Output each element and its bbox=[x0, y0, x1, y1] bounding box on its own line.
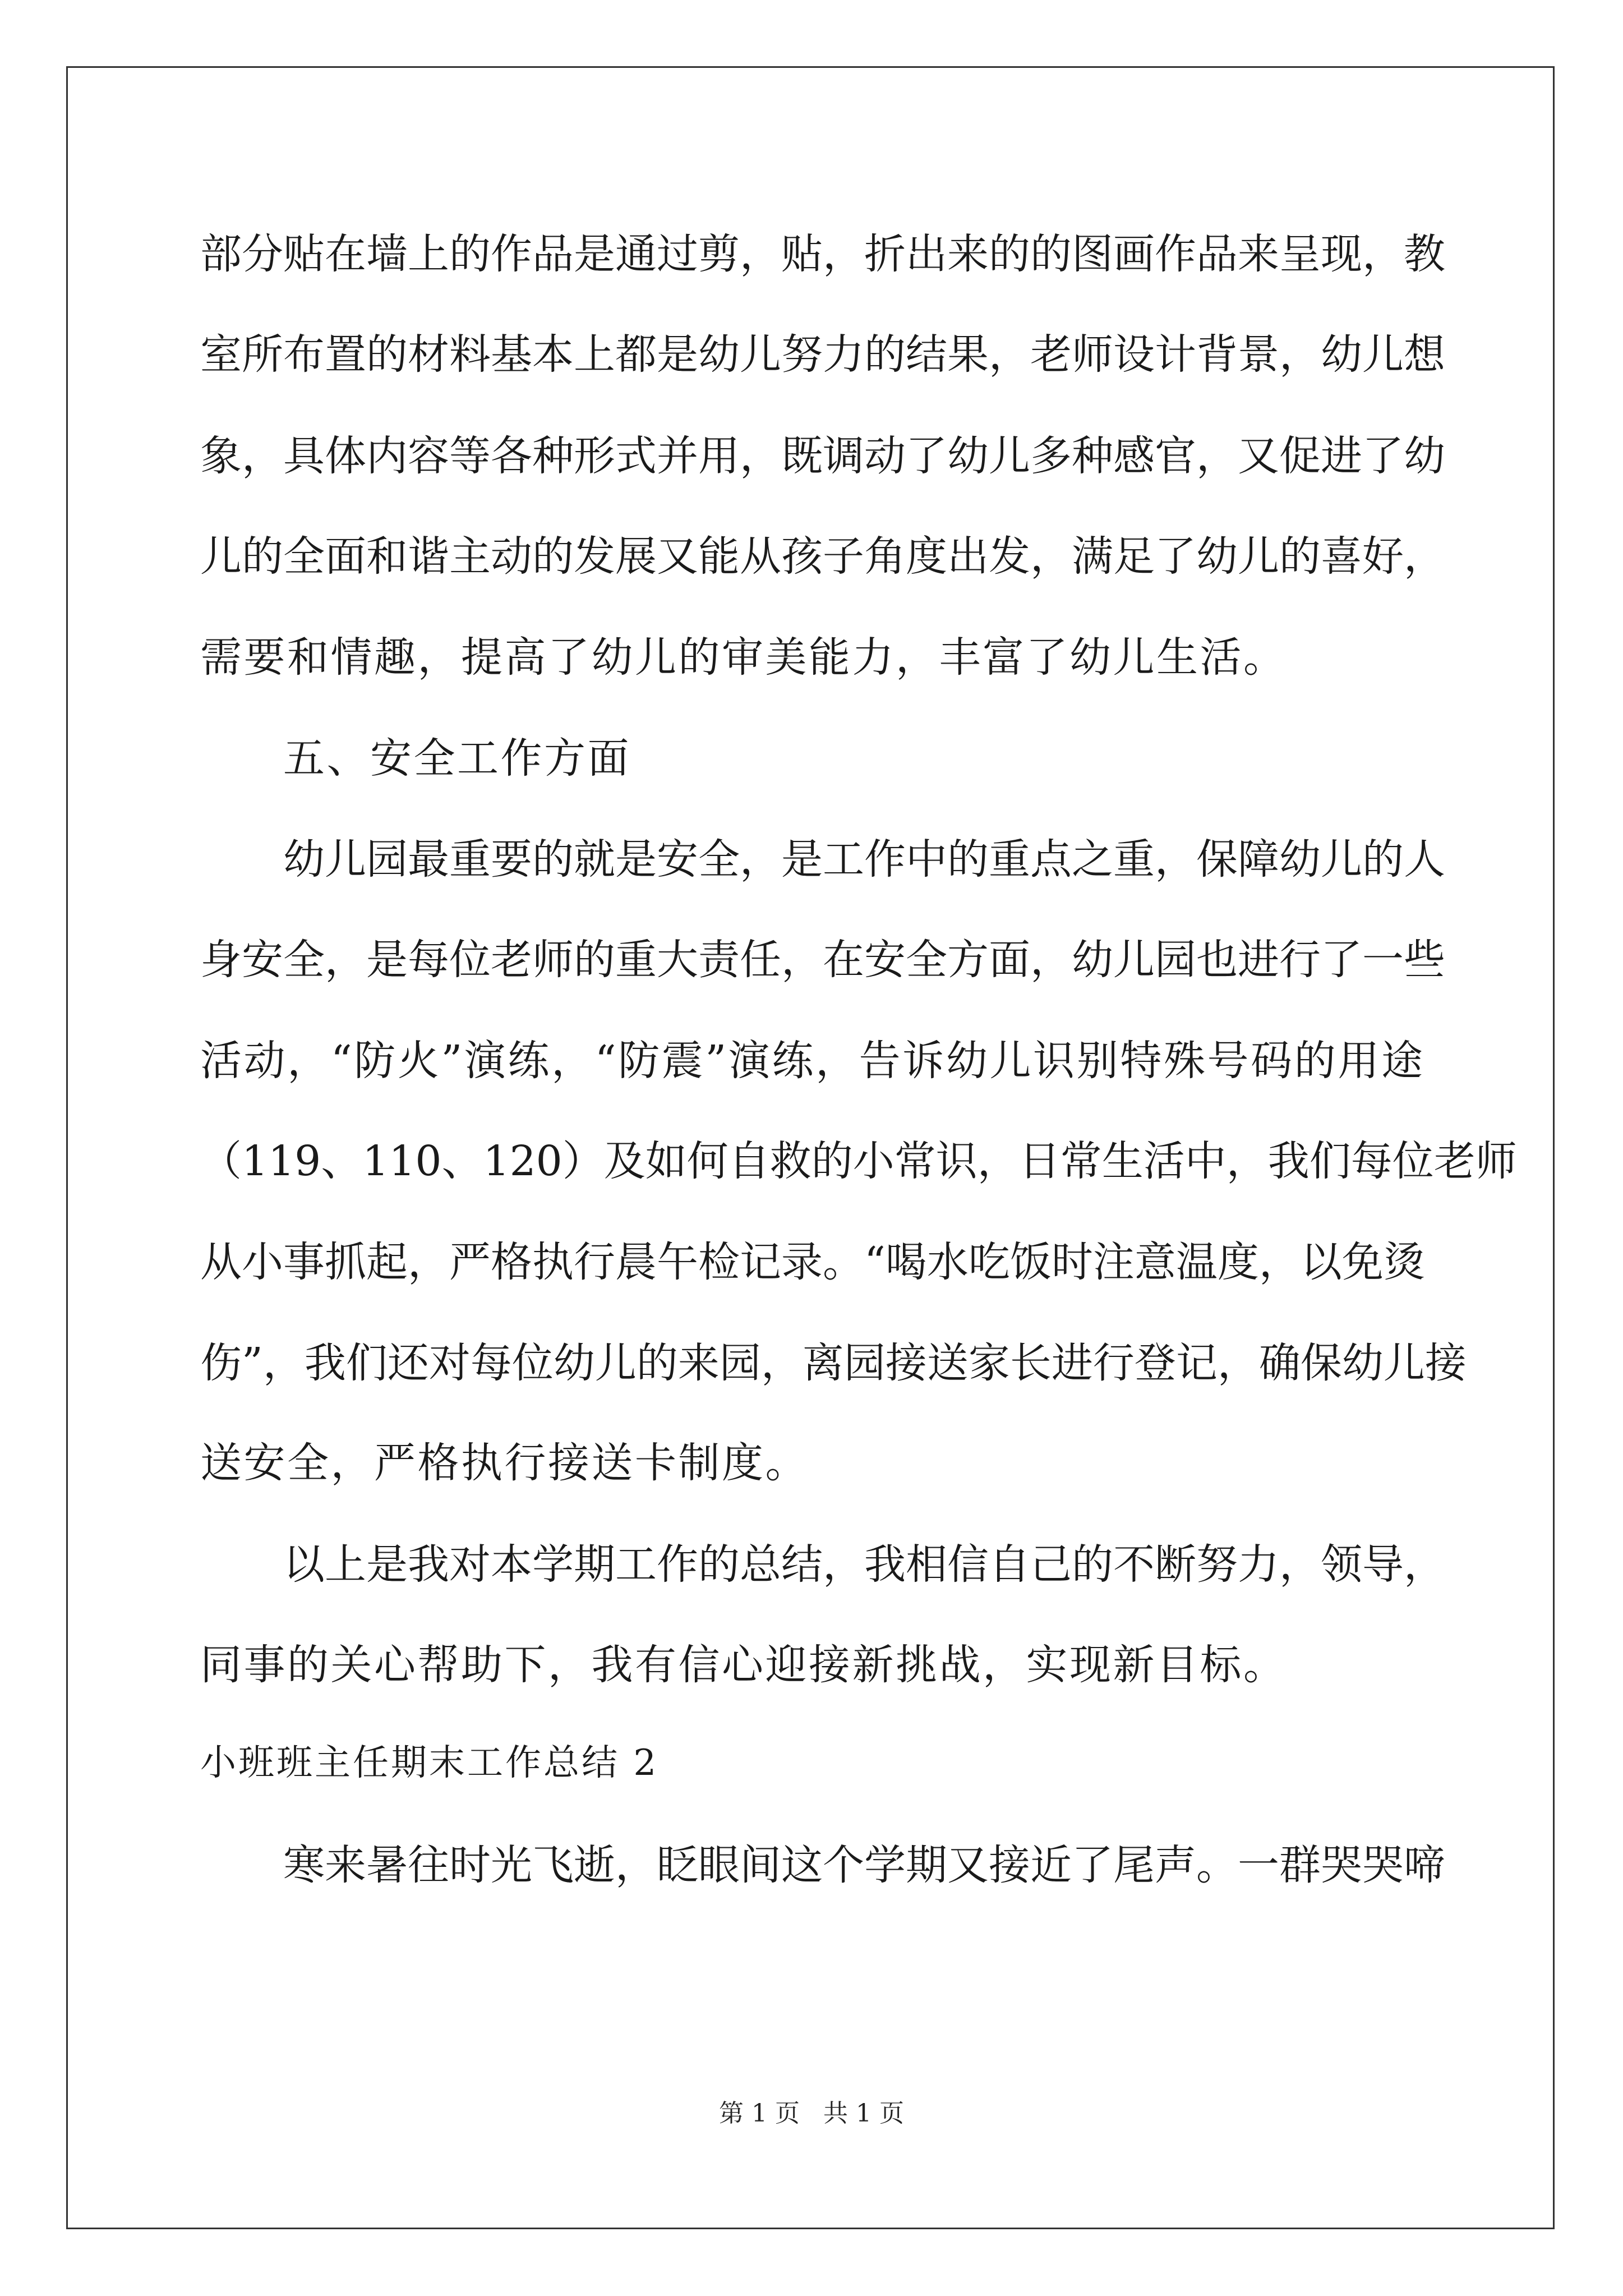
paragraph-line: 象，具体内容等各种形式并用，既调动了幼儿多种感官，又促进了幼 bbox=[200, 432, 1445, 480]
paragraph-line: 部分贴在墙上的作品是通过剪，贴，折出来的的图画作品来呈现，教 bbox=[200, 230, 1445, 278]
paragraph-line: 同事的关心帮助下，我有信心迎接新挑战，实现新目标。 bbox=[200, 1641, 1287, 1689]
section-heading: 五、安全工作方面 bbox=[283, 734, 631, 783]
paragraph-line: 以上是我对本学期工作的总结，我相信自己的不断努力，领导， bbox=[283, 1540, 1445, 1589]
paragraph-line: （119、110、120）及如何自救的小常识，日常生活中，我们每位老师 bbox=[200, 1137, 1517, 1185]
paragraph-line: 伤”，我们还对每位幼儿的来园，离园接送家长进行登记，确保幼儿接 bbox=[200, 1339, 1467, 1387]
paragraph-line: 活动，“防火”演练，“防震”演练，告诉幼儿识别特殊号码的用途 bbox=[200, 1037, 1423, 1085]
section-title: 小班班主任期末工作总结 2 bbox=[200, 1742, 659, 1784]
paragraph-line: 室所布置的材料基本上都是幼儿努力的结果，老师设计背景，幼儿想 bbox=[200, 330, 1445, 379]
paragraph-line: 幼儿园最重要的就是安全，是工作中的重点之重，保障幼儿的人 bbox=[283, 835, 1445, 884]
page-footer: 第 1 页 共 1 页 bbox=[719, 2099, 904, 2128]
paragraph-line: 寒来暑往时光飞逝，眨眼间这个学期又接近了尾声。一群哭哭啼 bbox=[283, 1841, 1445, 1889]
paragraph-line: 送安全，严格执行接送卡制度。 bbox=[200, 1439, 809, 1487]
paragraph-line: 身安全，是每位老师的重大责任，在安全方面，幼儿园也进行了一些 bbox=[200, 936, 1445, 984]
paragraph-line: 儿的全面和谐主动的发展又能从孩子角度出发，满足了幼儿的喜好， bbox=[200, 532, 1445, 581]
paragraph-line: 需要和情趣，提高了幼儿的审美能力，丰富了幼儿生活。 bbox=[200, 633, 1287, 682]
paragraph-line: 从小事抓起，严格执行晨午检记录。“喝水吃饭时注意温度，以免烫 bbox=[200, 1238, 1425, 1286]
